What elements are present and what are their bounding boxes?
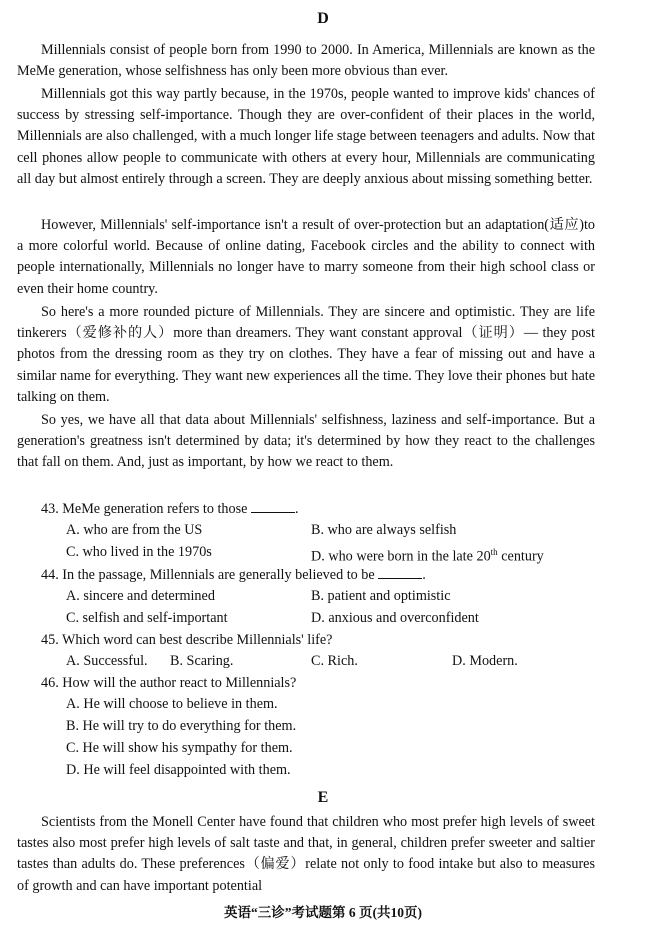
question-44-period: . — [422, 567, 426, 583]
question-46-option-c[interactable]: C. He will show his sympathy for them. — [66, 740, 293, 756]
question-43-stem: 43. MeMe generation refers to those — [41, 501, 248, 517]
section-d-heading: D — [317, 10, 329, 27]
question-46-option-d[interactable]: D. He will feel disappointed with them. — [66, 762, 291, 778]
section-e-paragraph-1: Scientists from the Monell Center have found that children who most prefer high levels of sweet tastes also most prefer high levels of salt taste and that, in general, children prefer sweeter and saltier tastes than adults do. These preferences（偏爱）relate not only to food intake but also to measures of growth and can have important potential — [17, 814, 595, 894]
question-46-option-b[interactable]: B. He will try to do everything for them. — [66, 718, 297, 734]
superscript-th: th — [490, 547, 498, 557]
section-d-paragraph-4: So here's a more rounded picture of Millennials. They are sincere and optimistic. They are life tinkerers（爱修补的人）more than dreamers. They want constant approval（证明）— they post photos from the dressing room as they try on clothes. They have a fear of missing out and have a similar name for everything. They want new experiences all the time. They love their phones but hate talking on them. — [17, 304, 595, 405]
page-footer: 英语“三诊”考试题第 6 页(共10页) — [224, 905, 422, 920]
question-44 — [41, 564, 601, 586]
question-45-option-a[interactable]: A. Successful. — [66, 653, 148, 669]
question-44-stem: 44. In the passage, Millennials are generally believed to be — [41, 567, 375, 583]
question-45-option-d[interactable]: D. Modern. — [452, 653, 518, 669]
section-d-paragraph-1: Millennials consist of people born from 1990 to 2000. In America, Millennials are known as the MeMe generation, whose selfishness has only been more obvious than ever. — [17, 42, 595, 80]
question-46-stem: 46. How will the author react to Millennials? — [41, 675, 297, 691]
answer-blank — [378, 564, 422, 579]
question-45-option-c[interactable]: C. Rich. — [311, 653, 358, 669]
question-43-period: . — [295, 501, 299, 517]
section-d-paragraph-3: However, Millennials' self-importance isn't a result of over-protection but an adaptation(适应)to a more colorful world. Because of online dating, Facebook circles and the ability to connect with people internationally, Millennials no longer have to marry someone from their high school class or even their home country. — [17, 217, 595, 297]
question-44-option-c[interactable]: C. selfish and self-important — [66, 610, 228, 626]
question-43-option-d-text: D. who were born in the late 20 — [311, 548, 491, 565]
question-43-option-b[interactable]: B. who are always selfish — [311, 522, 457, 538]
question-44-option-b[interactable]: B. patient and optimistic — [311, 588, 451, 604]
question-43-option-a[interactable]: A. who are from the US — [66, 522, 203, 538]
section-d-paragraph-2: Millennials got this way partly because, in the 1970s, people wanted to improve kids' chances of success by stressing self-importance. Though they are over-confident of their places in the world, Millennials are also challenged, with a much longer life stage between teenagers and adults. Now that cell phones allow people to communicate with others at every hour, Millennials are communicating all day but almost entirely through a screen. They are deeply anxious about missing something better. — [17, 86, 595, 187]
question-43-option-d-tail: century — [497, 548, 544, 565]
answer-blank — [251, 498, 295, 513]
question-45-stem: 45. Which word can best describe Millennials' life? — [41, 632, 333, 648]
question-45-option-b[interactable]: B. Scaring. — [170, 653, 234, 669]
question-43-option-c[interactable]: C. who lived in the 1970s — [66, 544, 212, 560]
section-d-paragraph-5: So yes, we have all that data about Millennials' selfishness, laziness and self-importance. But a generation's greatness isn't determined by data; it's determined by how they react to the challenges that fall on them. And, just as important, by how we react to them. — [17, 412, 595, 471]
question-43 — [41, 498, 601, 520]
question-44-option-d[interactable]: D. anxious and overconfident — [311, 610, 479, 626]
question-44-option-a[interactable]: A. sincere and determined — [66, 588, 215, 604]
question-46-option-a[interactable]: A. He will choose to believe in them. — [66, 696, 278, 712]
section-e-heading: E — [317, 789, 329, 806]
